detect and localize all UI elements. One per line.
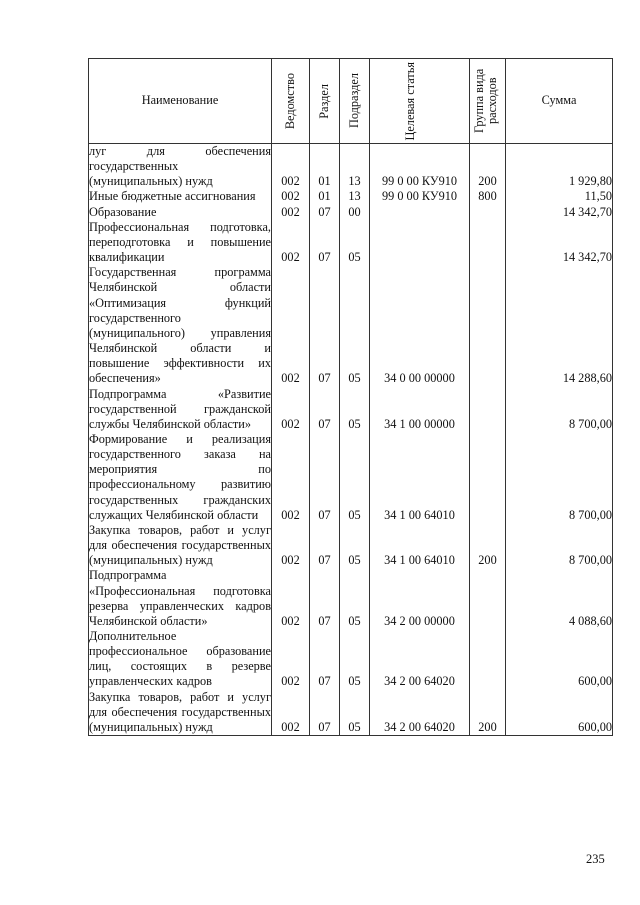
row-dept: 002 xyxy=(272,523,310,568)
row-subsection: 00 xyxy=(340,205,370,220)
row-dept: 002 xyxy=(272,189,310,204)
header-target: Целевая статья xyxy=(370,59,470,144)
row-section: 07 xyxy=(310,205,340,220)
row-subsection: 13 xyxy=(340,189,370,204)
table-row xyxy=(89,690,613,736)
row-sum: 8 700,00 xyxy=(506,523,613,568)
row-subsection: 05 xyxy=(340,220,370,265)
row-sum: 600,00 xyxy=(506,629,613,690)
table-row xyxy=(89,629,613,690)
row-dept: 002 xyxy=(272,144,310,190)
row-dept: 002 xyxy=(272,432,310,523)
row-name: Государственная программа Челябинской области «Оптимизация функций государственного (муниципального) управления Челябинской области и повышение эффективности их обеспечения» xyxy=(89,265,271,386)
page-number: 235 xyxy=(586,852,605,866)
row-sum: 4 088,60 xyxy=(506,568,613,629)
row-name: Закупка товаров, работ и услуг для обеспечения государственных (муниципальных) нужд xyxy=(89,689,271,734)
row-sum: 8 700,00 xyxy=(506,432,613,523)
row-group xyxy=(470,220,506,265)
row-sum: 8 700,00 xyxy=(506,387,613,432)
row-dept: 002 xyxy=(272,690,310,736)
row-target: 34 1 00 00000 xyxy=(370,387,470,432)
row-group xyxy=(470,432,506,523)
row-group xyxy=(470,265,506,386)
row-target: 34 2 00 00000 xyxy=(370,568,470,629)
header-sum: Сумма xyxy=(506,59,613,144)
row-section: 01 xyxy=(310,189,340,204)
budget-table xyxy=(88,58,613,736)
row-name: Профессиональная подготовка, переподготовка и повышение квалификации xyxy=(89,219,271,265)
row-section: 07 xyxy=(310,265,340,386)
header-group: Группа вида расходов xyxy=(470,59,506,144)
row-subsection: 05 xyxy=(340,568,370,629)
header-name: Наименование xyxy=(89,59,272,144)
row-sum: 14 342,70 xyxy=(506,220,613,265)
table-row xyxy=(89,523,613,568)
row-dept: 002 xyxy=(272,265,310,386)
row-name: Подпрограмма «Развитие государственной гражданской службы Челябинской области» xyxy=(89,386,271,431)
row-name: Закупка товаров, работ и услуг для обеспечения государственных (муниципальных) нужд xyxy=(89,522,271,568)
table-row xyxy=(89,189,613,204)
row-sum: 14 342,70 xyxy=(506,205,613,220)
row-sum: 600,00 xyxy=(506,690,613,736)
row-dept: 002 xyxy=(272,220,310,265)
row-section: 07 xyxy=(310,523,340,568)
row-target: 34 1 00 64010 xyxy=(370,432,470,523)
table-row xyxy=(89,432,613,523)
row-target: 34 2 00 64020 xyxy=(370,690,470,736)
row-sum: 14 288,60 xyxy=(506,265,613,386)
row-subsection: 05 xyxy=(340,690,370,736)
table-row xyxy=(89,568,613,629)
row-group xyxy=(470,629,506,690)
row-section: 07 xyxy=(310,432,340,523)
row-name: Подпрограмма «Профессиональная подготовка резерва управленческих кадров Челябинской области» xyxy=(89,568,271,628)
row-subsection: 05 xyxy=(340,387,370,432)
row-group xyxy=(470,568,506,629)
row-name: Иные бюджетные ассигнования xyxy=(89,189,272,204)
row-subsection: 05 xyxy=(340,432,370,523)
row-target: 34 0 00 00000 xyxy=(370,265,470,386)
row-section: 07 xyxy=(310,629,340,690)
row-name: Образование xyxy=(89,205,272,220)
row-name: Формирование и реализация государственного заказа на мероприятия по профессиональному развитию государственных гражданских служащих Челябинской области xyxy=(89,431,271,522)
row-sum: 1 929,80 xyxy=(506,144,613,190)
row-target: 99 0 00 КУ910 xyxy=(370,144,470,190)
row-group: 200 xyxy=(470,690,506,736)
row-subsection: 05 xyxy=(340,629,370,690)
row-subsection: 13 xyxy=(340,144,370,190)
row-group: 800 xyxy=(470,189,506,204)
row-target: 34 1 00 64010 xyxy=(370,523,470,568)
row-target xyxy=(370,220,470,265)
row-name: Дополнительное профессиональное образование лиц, состоящих в резерве управленческих кадров xyxy=(89,629,271,689)
table-row xyxy=(89,144,613,190)
table-row xyxy=(89,205,613,220)
row-section: 07 xyxy=(310,690,340,736)
table-row xyxy=(89,387,613,432)
row-dept: 002 xyxy=(272,387,310,432)
row-section: 07 xyxy=(310,220,340,265)
table-row xyxy=(89,265,613,386)
row-group xyxy=(470,387,506,432)
row-group: 200 xyxy=(470,144,506,190)
row-dept: 002 xyxy=(272,568,310,629)
header-subsection: Подраздел xyxy=(340,59,370,144)
row-dept: 002 xyxy=(272,205,310,220)
row-group xyxy=(470,205,506,220)
row-target: 99 0 00 КУ910 xyxy=(370,189,470,204)
row-group: 200 xyxy=(470,523,506,568)
row-sum: 11,50 xyxy=(506,189,613,204)
row-subsection: 05 xyxy=(340,523,370,568)
table-row xyxy=(89,220,613,265)
table-header-row xyxy=(89,59,613,144)
header-section: Раздел xyxy=(310,59,340,144)
row-section: 07 xyxy=(310,568,340,629)
row-section: 01 xyxy=(310,144,340,190)
row-target: 34 2 00 64020 xyxy=(370,629,470,690)
header-dept: Ведомство xyxy=(272,59,310,144)
row-section: 07 xyxy=(310,387,340,432)
row-name: луг для обеспечения государственных (муниципальных) нужд xyxy=(89,144,271,189)
row-subsection: 05 xyxy=(340,265,370,386)
row-target xyxy=(370,205,470,220)
row-dept: 002 xyxy=(272,629,310,690)
